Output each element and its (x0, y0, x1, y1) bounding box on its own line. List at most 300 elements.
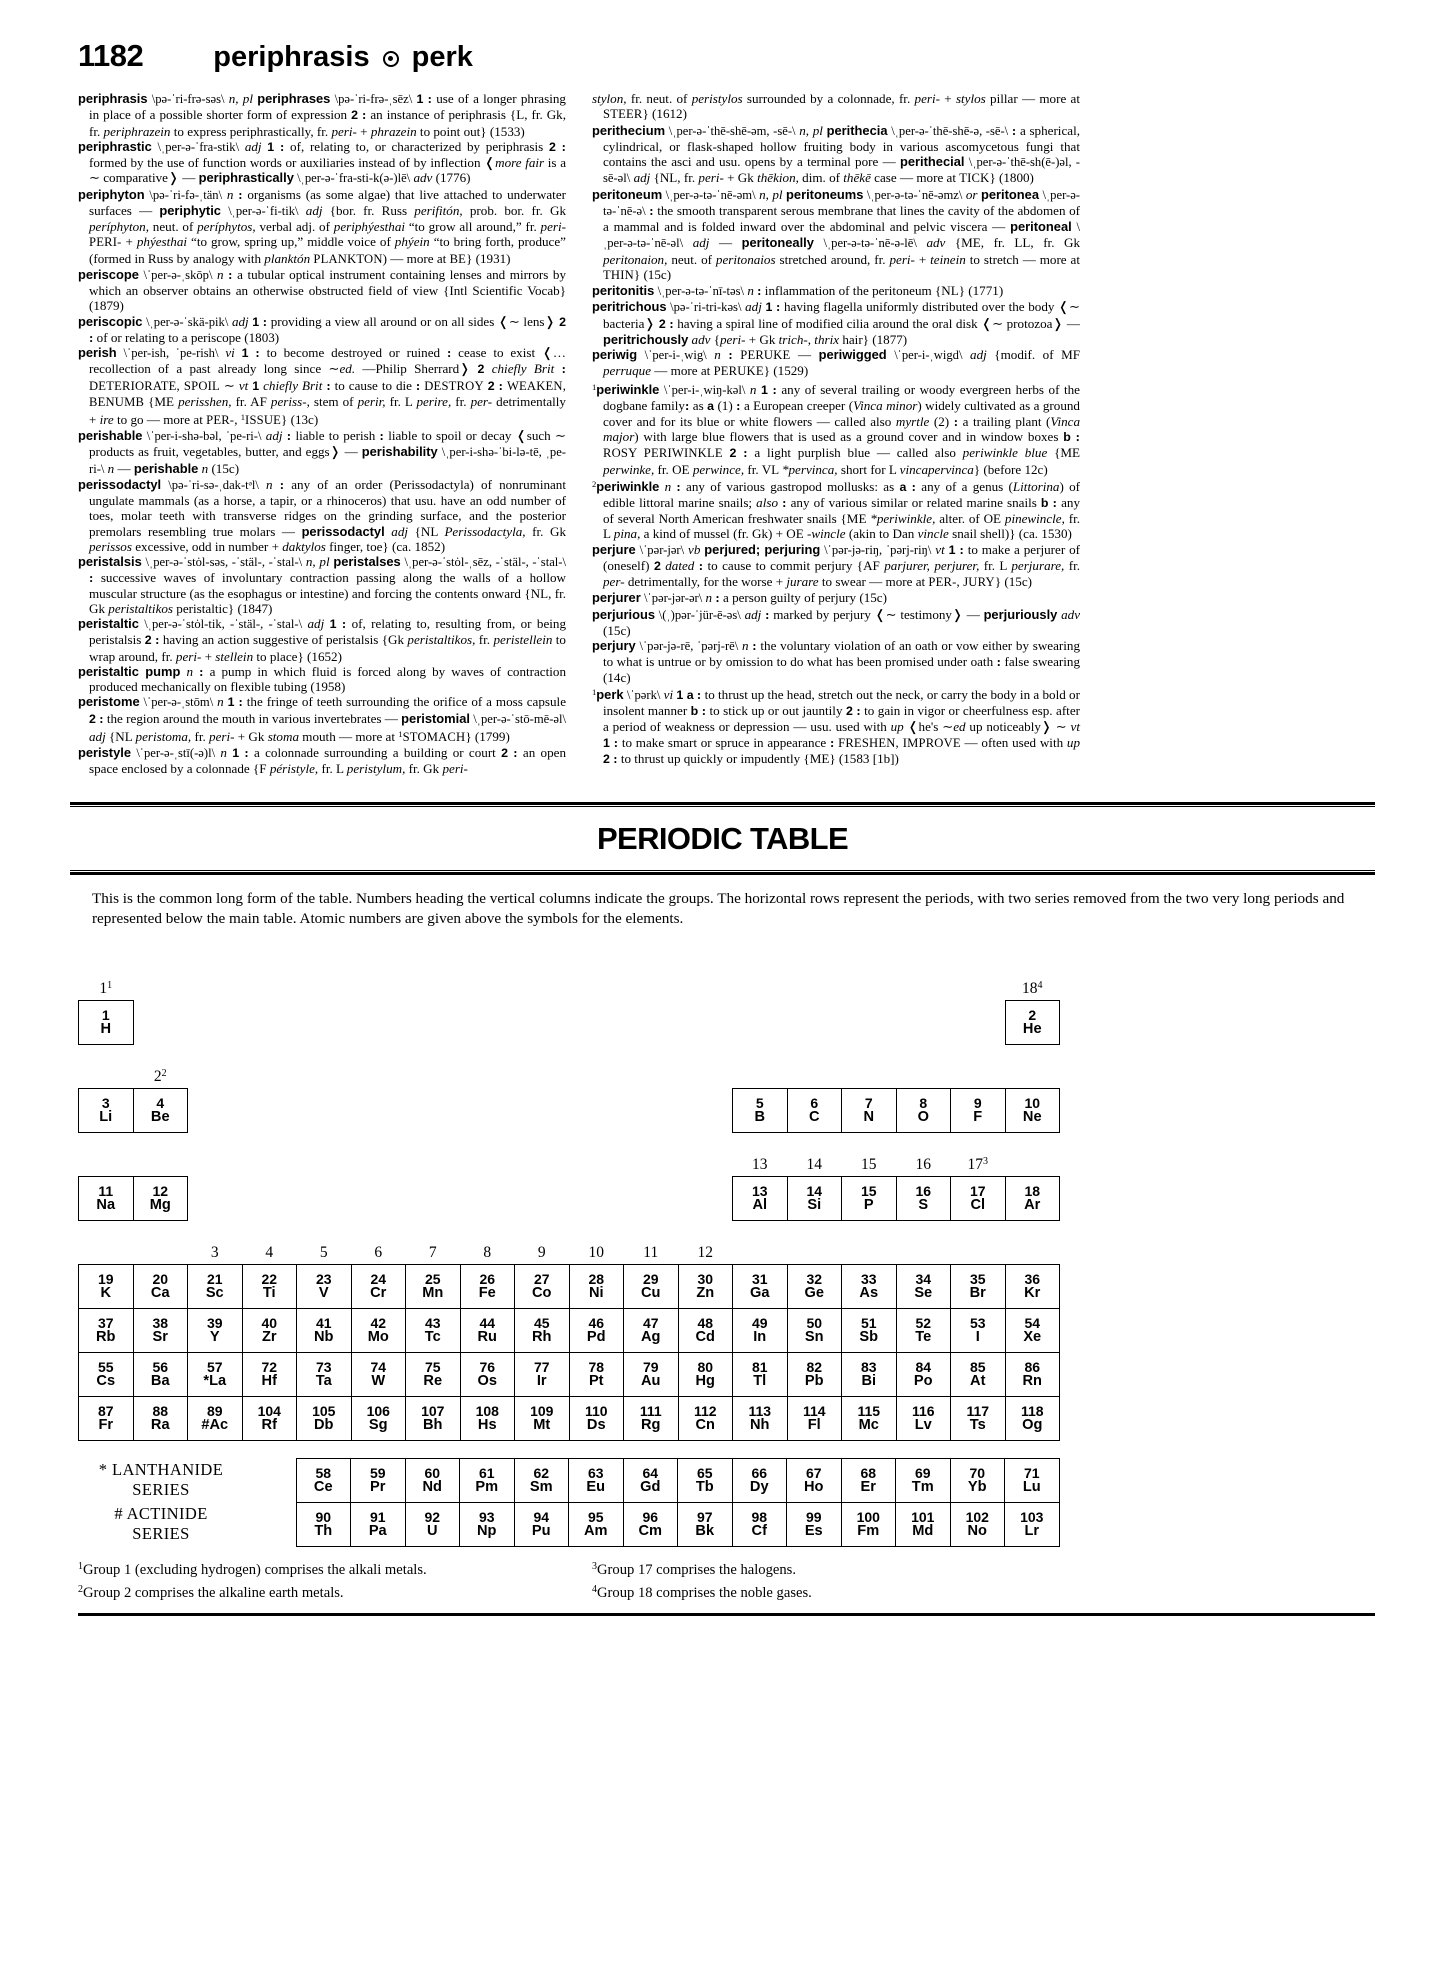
footnote-text: Group 2 comprises the alkaline earth metals. (83, 1585, 344, 1602)
element-cell-Pu[interactable] (514, 1502, 569, 1546)
empty-cell (787, 1000, 842, 1044)
element-symbol: Li (99, 1109, 113, 1126)
atomic-number: 20 (152, 1270, 169, 1287)
element-cell-Co[interactable] (515, 1264, 570, 1308)
element-cell-Ra[interactable] (133, 1396, 188, 1440)
element-cell-Eu[interactable] (569, 1458, 624, 1502)
element-symbol: Pr (370, 1479, 386, 1496)
element-cell-Ca[interactable] (133, 1264, 188, 1308)
element-cell-Rn[interactable] (1005, 1352, 1060, 1396)
element-cell-Po[interactable] (896, 1352, 951, 1396)
dictionary-entry: perjure \ˈpər-jər\ vb perjured; perjuring \ˈpər-jə-riŋ, ˈpərj-riŋ\ vt 1 : to make a perjurer of (oneself) 2 dated : to cause to commit perjury {AF parjurer, perjurer, fr. L perjurare, fr. per- detrimentally, for the worse + jurare to swear — more at PER-, JURY} (15c) (592, 541, 1081, 590)
element-cell-Os[interactable] (460, 1352, 515, 1396)
element-symbol: Zn (696, 1285, 715, 1302)
empty-cell (1005, 1044, 1060, 1088)
element-cell-Bk[interactable] (678, 1502, 733, 1546)
element-symbol: Ge (804, 1285, 824, 1302)
element-cell-Tl[interactable] (733, 1352, 788, 1396)
element-cell-Ag[interactable] (624, 1308, 679, 1352)
empty-cell (842, 1000, 897, 1044)
element-cell-As[interactable] (842, 1264, 897, 1308)
element-symbol: As (859, 1285, 879, 1302)
element-cell-Cd[interactable] (678, 1308, 733, 1352)
group-header-2: $2^2$ (153, 1067, 167, 1085)
element-cell-Pd[interactable] (569, 1308, 624, 1352)
dictionary-entry: $^1$periwinkle \ˈper-i-ˌwiŋ-kəl\ n 1 : any of several trailing or woody evergreen herbs of the dogbane family: as a (1) : a European creeper (Vinca minor) widely cultivated as a ground cover and for its blue or white flowers — called also myrtle (2) : a trailing plant (Vinca major) with large blue flowers that is used as a ground cover and in window boxes b : ROSY PERIWINKLE 2 : a light purplish blue — called also periwinkle blue {ME perwinke, fr. OE perwince, fr. VL *pervinca, short for L vincapervinca} (before 12c) (592, 381, 1080, 477)
element-cell-Li[interactable] (79, 1088, 134, 1132)
empty-cell (624, 1088, 679, 1132)
element-cell-Sm[interactable] (514, 1458, 569, 1502)
element-cell-Zn[interactable] (678, 1264, 733, 1308)
element-cell-Mg[interactable] (133, 1176, 188, 1220)
element-cell-Ho[interactable] (787, 1458, 842, 1502)
group-header-18: $18^4$ (1022, 979, 1043, 997)
empty-cell (188, 1176, 243, 1220)
empty-cell (460, 1132, 515, 1176)
element-cell-Cm[interactable] (623, 1502, 678, 1546)
empty-cell (133, 1132, 188, 1176)
atomic-number: 4 (156, 1094, 165, 1111)
element-cell-U[interactable] (405, 1502, 460, 1546)
element-cell-Kr[interactable] (1005, 1264, 1060, 1308)
element-symbol: Es (804, 1523, 823, 1540)
group-header-14: 14 (806, 1155, 822, 1173)
element-cell-Nd[interactable] (405, 1458, 460, 1502)
element-symbol: Lr (1024, 1523, 1040, 1540)
element-symbol: Cf (751, 1523, 767, 1540)
element-symbol: Fr (98, 1417, 114, 1434)
element-cell-Nb[interactable] (297, 1308, 352, 1352)
empty-cell (351, 1088, 406, 1132)
element-cell-Zr[interactable] (242, 1308, 297, 1352)
element-cell-Ba[interactable] (133, 1352, 188, 1396)
element-cell-H[interactable] (79, 1000, 134, 1044)
element-cell-Gd[interactable] (623, 1458, 678, 1502)
element-symbol: Ba (150, 1373, 170, 1390)
group-header-10: 10 (588, 1243, 604, 1261)
element-cell-Yb[interactable] (950, 1458, 1005, 1502)
element-cell-Pa[interactable] (351, 1502, 406, 1546)
atomic-number: 80 (697, 1358, 714, 1375)
element-cell-S[interactable] (896, 1176, 951, 1220)
periodic-table-row (79, 1176, 1060, 1220)
element-cell-Es[interactable] (787, 1502, 842, 1546)
element-symbol: O (917, 1109, 929, 1126)
element-cell-V[interactable] (297, 1264, 352, 1308)
element-symbol: Ar (1024, 1197, 1041, 1214)
element-cell-Mo[interactable] (351, 1308, 406, 1352)
empty-cell (515, 1132, 570, 1176)
atomic-number: 102 (965, 1508, 989, 1525)
element-cell-Am[interactable] (569, 1502, 624, 1546)
element-cell-Ir[interactable] (515, 1352, 570, 1396)
atomic-number: 28 (588, 1270, 605, 1287)
element-symbol: Be (150, 1109, 170, 1126)
element-cell-In[interactable] (733, 1308, 788, 1352)
atomic-number: 81 (751, 1358, 768, 1375)
element-symbol: Pm (475, 1479, 499, 1496)
element-symbol: Eu (586, 1479, 606, 1496)
element-cell-P[interactable] (842, 1176, 897, 1220)
atomic-number: 90 (315, 1508, 332, 1525)
atomic-number: 79 (642, 1358, 659, 1375)
element-cell-Ne[interactable] (1005, 1088, 1060, 1132)
element-cell-Lr[interactable] (1005, 1502, 1060, 1546)
element-symbol: I (975, 1329, 980, 1346)
group-header-12: 12 (697, 1243, 713, 1261)
element-cell-Ce[interactable] (296, 1458, 351, 1502)
dictionary-body (0, 74, 1445, 776)
bullseye-icon (383, 51, 399, 67)
element-cell-Ar[interactable] (1005, 1176, 1060, 1220)
element-cell-N[interactable] (842, 1088, 897, 1132)
atomic-number: 117 (966, 1402, 990, 1419)
dictionary-entry: peristaltic \ˌper-ə-ˈstȯl-tik, -ˈstäl-, -ˈstal-\ adj 1 : of, relating to, resulting from, or being peristalsis 2 : having an action suggestive of peristalsis {Gk peristaltikos, fr. peristellein to wrap around, fr. peri- + stellein to place} (1652) (78, 616, 566, 664)
dictionary-entry: perjury \ˈpər-jə-rē, ˈpərj-rē\ n : the voluntary violation of an oath or vow either by swearing to what is untrue or by omission to do what has been promised under oath : false swearing (14c) (592, 638, 1080, 685)
element-cell-Hs[interactable] (460, 1396, 515, 1440)
element-cell-Md[interactable] (896, 1502, 951, 1546)
element-cell-Hg[interactable] (678, 1352, 733, 1396)
element-cell-Pt[interactable] (569, 1352, 624, 1396)
element-symbol: Ds (586, 1417, 606, 1434)
group-header-1: $1^1$ (99, 979, 113, 997)
atomic-number: 73 (315, 1358, 332, 1375)
group-header-7: 7 (428, 1243, 437, 1261)
atomic-number: 110 (584, 1402, 608, 1419)
element-cell-Ga[interactable] (733, 1264, 788, 1308)
element-cell-Bi[interactable] (842, 1352, 897, 1396)
element-symbol: Y (209, 1329, 220, 1346)
element-cell-Nh[interactable] (733, 1396, 788, 1440)
dictionary-entry: perjurious \(ˌ)pər-ˈjür-ē-əs\ adj : marked by perjury ❬∼ testimony❭ — perjuriously adv (15c) (592, 606, 1081, 638)
element-cell-La[interactable] (188, 1352, 243, 1396)
lanthanide-series-label: * LANTHANIDE SERIES (98, 1460, 224, 1500)
element-cell-Pr[interactable] (351, 1458, 406, 1502)
element-symbol: Hg (695, 1373, 715, 1390)
guide-word-left: periphrasis (213, 41, 370, 73)
element-cell-Sr[interactable] (133, 1308, 188, 1352)
empty-cell (460, 956, 515, 1000)
element-cell-Cl[interactable] (951, 1176, 1006, 1220)
group-header-row (79, 956, 1060, 1000)
atomic-number: 82 (806, 1358, 823, 1375)
element-cell-Fl[interactable] (787, 1396, 842, 1440)
element-cell-Fm[interactable] (841, 1502, 896, 1546)
atomic-number: 27 (533, 1270, 550, 1287)
element-cell-Al[interactable] (733, 1176, 788, 1220)
element-cell-Er[interactable] (841, 1458, 896, 1502)
element-cell-Na[interactable] (79, 1176, 134, 1220)
group-header-row (79, 1044, 1060, 1088)
dictionary-entry: perithecium \ˌper-ə-ˈthē-shē-əm, -sē-\ n, pl perithecia \ˌper-ə-ˈthē-shē-ə, -sē-\ : a spherical, cylindrical, or flask-shaped hollow fruiting body in various ascomycetous fungi that contains the asci and usu. opens by a terminal pore — perithecial \ˌper-ə-ˈthē-sh(ē-)əl, -sē-əl\ adj {NL, fr. peri- + Gk thēkion, dim. of thēkē case — more at TICK} (1800) (592, 122, 1080, 186)
empty-cell (896, 1000, 951, 1044)
footnote-marker: 1 (78, 1560, 83, 1572)
element-cell-Hf[interactable] (242, 1352, 297, 1396)
empty-cell (951, 1044, 1006, 1088)
element-symbol: N (863, 1109, 875, 1126)
element-symbol: B (754, 1109, 766, 1126)
dictionary-entry: $^1$perk \ˈpərk\ vi 1 a : to thrust up the head, stretch out the neck, or carry the body in a bold or insolent manner b : to stick up or out jauntily 2 : to gain in vigor or cheerfulness esp. after a period of weakness or depression — usu. used with up ❬he's ∼ed up noticeably❭ ∼ vt 1 : to make smart or spruce in appearance : FRESHEN, IMPROVE — often used with up 2 : to thrust up quickly or impudently {ME} (1583 [1b]) (592, 686, 1080, 766)
element-cell-C[interactable] (787, 1088, 842, 1132)
atomic-number: 109 (530, 1402, 554, 1419)
atomic-number: 83 (860, 1358, 877, 1375)
element-cell-Sn[interactable] (787, 1308, 842, 1352)
element-symbol: Zr (261, 1329, 277, 1346)
element-cell-Fr[interactable] (79, 1396, 134, 1440)
atomic-number: 9 (973, 1094, 982, 1111)
element-cell-Rh[interactable] (515, 1308, 570, 1352)
element-symbol: *La (203, 1373, 227, 1390)
element-cell-Cf[interactable] (732, 1502, 787, 1546)
empty-cell (515, 1000, 570, 1044)
element-symbol: U (426, 1523, 438, 1540)
dictionary-entry: periphyton \pə-ˈri-fə-ˌtän\ n : organisms (as some algae) that live attached to underwater surfaces — periphytic \ˌper-ə-ˈfi-tik\ adj {bor. fr. Russ perifitón, prob. bor. fr. Gk períphyton, neut. of períphytos, verbal adj. of periphýesthai “to grow all around,” fr. peri- PERI- + phýesthai “to grow, spring up,” middle voice of phýein “to bring forth, produce” (formed in Russ by analogy with planktón PLANKTON) — more at BE} (1931) (78, 186, 566, 266)
element-cell-Tc[interactable] (406, 1308, 461, 1352)
element-cell-Cn[interactable] (678, 1396, 733, 1440)
empty-cell (678, 1000, 733, 1044)
empty-cell (896, 1220, 951, 1264)
element-cell-B[interactable] (733, 1088, 788, 1132)
atomic-number: 99 (805, 1508, 822, 1525)
element-cell-Si[interactable] (787, 1176, 842, 1220)
atomic-number: 52 (915, 1314, 932, 1331)
footnote-text: Group 17 comprises the halogens. (597, 1561, 797, 1578)
element-symbol: Bh (423, 1417, 443, 1434)
element-cell-Te[interactable] (896, 1308, 951, 1352)
atomic-number: 48 (697, 1314, 714, 1331)
atomic-number: 96 (642, 1508, 659, 1525)
element-cell-Se[interactable] (896, 1264, 951, 1308)
element-cell-Y[interactable] (188, 1308, 243, 1352)
element-cell-Tb[interactable] (678, 1458, 733, 1502)
atomic-number: 118 (1020, 1402, 1044, 1419)
group-header-13: 13 (752, 1155, 768, 1173)
atomic-number: 8 (919, 1094, 928, 1111)
element-cell-Br[interactable] (951, 1264, 1006, 1308)
atomic-number: 104 (257, 1402, 281, 1419)
element-symbol: Sg (368, 1417, 388, 1434)
element-symbol: Th (314, 1523, 333, 1540)
element-cell-Db[interactable] (297, 1396, 352, 1440)
atomic-number: 72 (261, 1358, 278, 1375)
atomic-number: 50 (806, 1314, 823, 1331)
element-cell-Og[interactable] (1005, 1396, 1060, 1440)
empty-cell (569, 1132, 624, 1176)
atomic-number: 101 (911, 1508, 935, 1525)
element-cell-Cs[interactable] (79, 1352, 134, 1396)
empty-cell (460, 1088, 515, 1132)
element-symbol: Lv (914, 1417, 932, 1434)
empty-cell (242, 1000, 297, 1044)
element-cell-I[interactable] (951, 1308, 1006, 1352)
element-cell-Lv[interactable] (896, 1396, 951, 1440)
atomic-number: 54 (1024, 1314, 1041, 1331)
empty-cell (787, 1220, 842, 1264)
atomic-number: 35 (969, 1270, 986, 1287)
element-symbol: H (100, 1021, 112, 1038)
atomic-number: 30 (697, 1270, 714, 1287)
element-cell-Ds[interactable] (569, 1396, 624, 1440)
atomic-number: 85 (969, 1358, 986, 1375)
atomic-number: 103 (1020, 1508, 1044, 1525)
dictionary-entry: perish \ˈper-ish, ˈpe-rish\ vi 1 : to become destroyed or ruined : cease to exist ❬… recollection of a past already long since ∼ed. —Philip Sherrard❭ 2 chiefly Brit : DETERIORATE, SPOIL ∼ vt 1 chiefly Brit : to cause to die : DESTROY 2 : WEAKEN, BENUMB {ME perisshen, fr. AF periss-, stem of perir, fr. L perire, fr. per- detrimentally + ire to go — more at PER-, $^1$ISSUE} (13c) (78, 345, 567, 427)
empty-cell (242, 1044, 297, 1088)
actinide-series-label: # ACTINIDE SERIES (114, 1504, 208, 1544)
element-cell-Ge[interactable] (787, 1264, 842, 1308)
element-symbol: Cd (695, 1329, 715, 1346)
element-symbol: Ag (641, 1329, 661, 1346)
element-symbol: Tl (753, 1373, 767, 1390)
element-symbol: Er (860, 1479, 876, 1496)
empty-cell (297, 1044, 352, 1088)
element-cell-Ts[interactable] (951, 1396, 1006, 1440)
element-cell-Rb[interactable] (79, 1308, 134, 1352)
element-symbol: Ga (750, 1285, 770, 1302)
empty-cell (842, 1044, 897, 1088)
group-header-17: $17^3$ (967, 1155, 988, 1173)
element-cell-Fe[interactable] (460, 1264, 515, 1308)
element-cell-K[interactable] (79, 1264, 134, 1308)
atomic-number: 115 (857, 1402, 881, 1419)
element-cell-Rf[interactable] (242, 1396, 297, 1440)
element-symbol: No (967, 1523, 987, 1540)
element-cell-W[interactable] (351, 1352, 406, 1396)
atomic-number: 91 (369, 1508, 386, 1525)
atomic-number: 59 (369, 1464, 386, 1481)
atomic-number: 32 (806, 1270, 823, 1287)
element-symbol: Db (314, 1417, 334, 1434)
element-cell-Lu[interactable] (1005, 1458, 1060, 1502)
element-cell-At[interactable] (951, 1352, 1006, 1396)
atomic-number: 65 (696, 1464, 713, 1481)
element-cell-Sc[interactable] (188, 1264, 243, 1308)
element-cell-Ru[interactable] (460, 1308, 515, 1352)
element-symbol: Ca (150, 1285, 170, 1302)
element-symbol: Np (477, 1523, 497, 1540)
element-symbol: Hf (261, 1373, 277, 1390)
element-cell-Np[interactable] (460, 1502, 515, 1546)
atomic-number: 14 (806, 1182, 823, 1199)
dictionary-entry: periphrasis \pə-ˈri-frə-səs\ n, pl periphrases \pə-ˈri-frə-ˌsēz\ 1 : use of a longer phrasing in place of a possible shorter form of expression 2 : an instance of periphrasis {L, fr. Gk, fr. periphrazein to express periphrastically, fr. peri- + phrazein to point out} (1533) (78, 91, 567, 139)
group-header-15: 15 (861, 1155, 877, 1173)
element-symbol: Tb (695, 1479, 714, 1496)
element-cell-Cr[interactable] (351, 1264, 406, 1308)
atomic-number: 46 (588, 1314, 605, 1331)
element-cell-Mc[interactable] (842, 1396, 897, 1440)
element-symbol: Rn (1022, 1373, 1042, 1390)
empty-cell (297, 1088, 352, 1132)
element-cell-Pm[interactable] (460, 1458, 515, 1502)
element-symbol: Dy (749, 1479, 769, 1496)
element-cell-Re[interactable] (406, 1352, 461, 1396)
empty-cell (787, 1044, 842, 1088)
element-cell-Th[interactable] (296, 1502, 351, 1546)
periodic-table-row (79, 1352, 1060, 1396)
footnote-marker: 4 (592, 1584, 597, 1596)
element-symbol: Mt (533, 1417, 551, 1434)
atomic-number: 95 (587, 1508, 604, 1525)
periodic-table-row (79, 1264, 1060, 1308)
element-symbol: Lu (1022, 1479, 1041, 1496)
element-symbol: Pd (586, 1329, 606, 1346)
empty-cell (460, 1000, 515, 1044)
element-cell-Mt[interactable] (515, 1396, 570, 1440)
atomic-number: 70 (969, 1464, 986, 1481)
atomic-number: 84 (915, 1358, 932, 1375)
atomic-number: 56 (152, 1358, 169, 1375)
dictionary-entry: peritonitis \ˌper-ə-tə-ˈnī-təs\ n : inflammation of the peritoneum {NL} (1771) (592, 283, 1004, 298)
element-cell-Be[interactable] (133, 1088, 188, 1132)
element-cell-Rg[interactable] (624, 1396, 679, 1440)
empty-cell (624, 1044, 679, 1088)
element-cell-Au[interactable] (624, 1352, 679, 1396)
empty-cell (569, 956, 624, 1000)
empty-cell (951, 1220, 1006, 1264)
element-cell-Sb[interactable] (842, 1308, 897, 1352)
atomic-number: 60 (424, 1464, 441, 1481)
empty-cell (406, 956, 461, 1000)
atomic-number: 87 (97, 1402, 114, 1419)
atomic-number: 18 (1024, 1182, 1041, 1199)
atomic-number: 31 (751, 1270, 768, 1287)
element-cell-Dy[interactable] (732, 1458, 787, 1502)
empty-cell (842, 1220, 897, 1264)
element-cell-He[interactable] (1005, 1000, 1060, 1044)
atomic-number: 77 (533, 1358, 550, 1375)
element-cell-Pb[interactable] (787, 1352, 842, 1396)
atomic-number: 107 (421, 1402, 445, 1419)
atomic-number: 89 (206, 1402, 223, 1419)
element-cell-Cu[interactable] (624, 1264, 679, 1308)
element-cell-Ta[interactable] (297, 1352, 352, 1396)
element-cell-Tm[interactable] (896, 1458, 951, 1502)
element-cell-Ti[interactable] (242, 1264, 297, 1308)
element-symbol: Ru (477, 1329, 497, 1346)
page-bottom-rule (78, 1613, 1375, 1616)
element-cell-Sg[interactable] (351, 1396, 406, 1440)
empty-cell (733, 1044, 788, 1088)
guide-words (213, 41, 473, 74)
empty-cell (569, 1176, 624, 1220)
element-cell-Ni[interactable] (569, 1264, 624, 1308)
atomic-number: 44 (479, 1314, 496, 1331)
element-symbol: C (808, 1109, 820, 1126)
empty-cell (678, 956, 733, 1000)
element-symbol: He (1022, 1021, 1042, 1038)
empty-cell (297, 1132, 352, 1176)
element-cell-O[interactable] (896, 1088, 951, 1132)
element-symbol: Mn (422, 1285, 444, 1302)
empty-cell (624, 956, 679, 1000)
dictionary-entry: peritrichous \pə-ˈri-tri-kəs\ adj 1 : having flagella uniformly distributed over the body ❬∼ bacteria❭ 2 : having a spiral line of modified cilia around the oral disk ❬∼ protozoa❭ — peritrichously adv {peri- + Gk trich-, thrix hair} (1877) (592, 299, 1080, 347)
element-cell-No[interactable] (950, 1502, 1005, 1546)
empty-cell (951, 1000, 1006, 1044)
element-cell-Ac[interactable] (188, 1396, 243, 1440)
element-cell-Xe[interactable] (1005, 1308, 1060, 1352)
atomic-number: 111 (639, 1402, 662, 1419)
actinide-series-row (78, 1502, 1059, 1546)
element-symbol: Cl (970, 1197, 986, 1214)
empty-cell (242, 956, 297, 1000)
element-cell-Bh[interactable] (406, 1396, 461, 1440)
atomic-number: 13 (751, 1182, 768, 1199)
atomic-number: 21 (206, 1270, 223, 1287)
atomic-number: 106 (366, 1402, 390, 1419)
element-cell-F[interactable] (951, 1088, 1006, 1132)
atomic-number: 62 (533, 1464, 550, 1481)
element-cell-Mn[interactable] (406, 1264, 461, 1308)
atomic-number: 116 (911, 1402, 935, 1419)
